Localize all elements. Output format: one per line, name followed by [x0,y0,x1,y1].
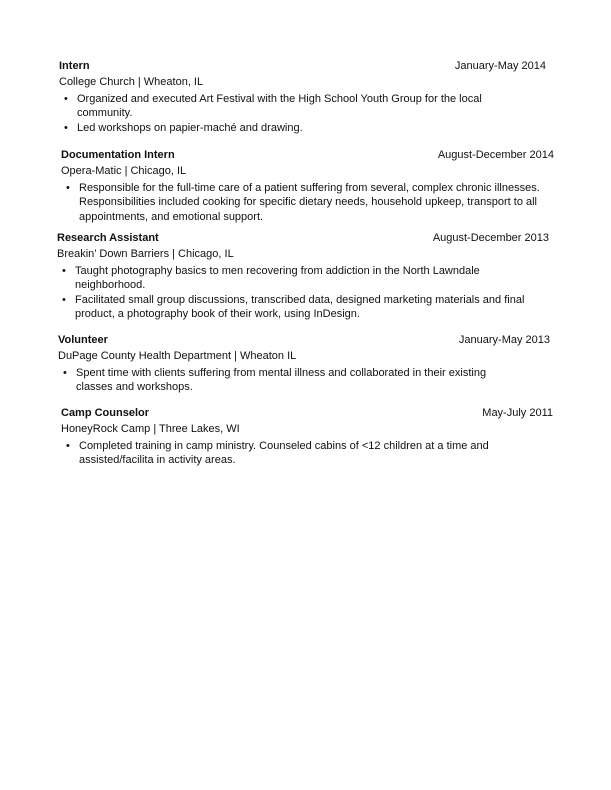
job-title: Intern [59,60,90,72]
job-dates: August-December 2014 [437,149,554,161]
job-title: Volunteer [58,334,108,346]
organization-location: College Church | Wheaton, IL [59,76,204,88]
experience-entry [59,59,546,135]
responsibility-item: • Organized and executed Art Festival with the High School Youth Group for the local community. [59,92,546,121]
responsibility-item: • Facilitated small group discussions, transcribed data, designed marketing materials and final product, a photography book of their work, using InDesign. [57,293,549,322]
responsibility-item: • Responsible for the full-time care of a patient suffering from several, complex chronic illnesses. Responsibilities included cooking for specific dietary needs, household upkeep, transport to all appointments, and emotional support. [61,181,554,225]
entry-header [59,59,546,74]
organization-location: HoneyRock Camp | Three Lakes, WI [61,423,240,435]
organization-location: DuPage County Health Department | Wheaton IL [58,350,297,362]
job-title: Camp Counselor [61,407,150,419]
entry-header [61,148,554,163]
responsibility-list [61,181,554,225]
organization-location: Opera-Matic | Chicago, IL [61,165,187,177]
responsibility-list [61,439,553,468]
entry-header [57,231,549,246]
responsibility-item: • Completed training in camp ministry. Counseled cabins of <12 children at a time and assisted/facilita in activity areas. [61,439,553,468]
responsibility-list [59,92,546,136]
responsibility-item: • Taught photography basics to men recovering from addiction in the North Lawndale neighborhood. [57,264,549,293]
experience-entry [61,148,554,224]
experience-entry [57,231,549,322]
responsibility-item: • Spent time with clients suffering from mental illness and collaborated in their existing classes and workshops. [58,366,550,395]
job-title: Documentation Intern [61,149,175,161]
job-title: Research Assistant [57,232,159,244]
experience-entry [61,406,553,468]
experience-entry [58,333,550,395]
responsibility-item: • Led workshops on papier-maché and drawing. [59,121,546,136]
job-dates: May-July 2011 [482,407,553,419]
organization-location: Breakin’ Down Barriers | Chicago, IL [57,248,234,260]
job-dates: January-May 2013 [458,334,550,346]
job-dates: January-May 2014 [454,60,546,72]
job-dates: August-December 2013 [432,232,549,244]
responsibility-list [58,366,550,395]
entry-header [58,333,550,348]
responsibility-list [57,264,549,322]
entry-header [61,406,553,421]
